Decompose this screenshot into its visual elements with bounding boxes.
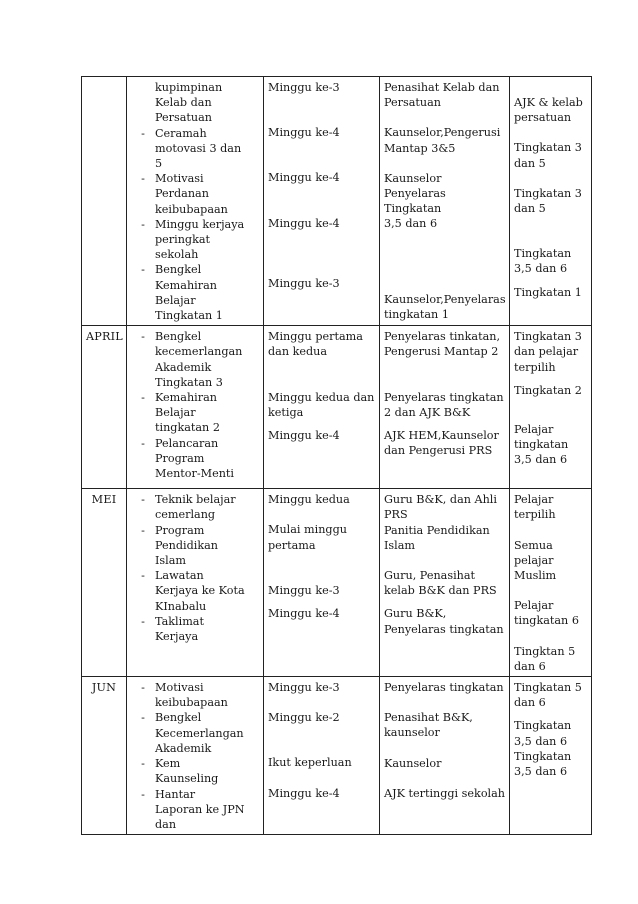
target-entry: Pelajar tingkatan 6 (514, 599, 579, 628)
bullet-dash: - (141, 172, 145, 186)
responsible-entry: Penasihat B&K, kaunselor (384, 711, 473, 740)
activity-item: kupimpinan Kelab dan Persatuan (155, 81, 223, 125)
responsible-entry: Guru, Penasihat kelab B&K dan PRS (384, 569, 497, 598)
table-row (82, 677, 592, 835)
month-cell (82, 77, 127, 326)
responsible-entry: Kaunselor Penyelaras Tingkatan 3,5 dan 6 (384, 171, 446, 231)
target-entry: Tingktan 5 dan 6 (514, 644, 576, 673)
time-entry: Minggu ke-2 (268, 711, 340, 725)
time-cell (264, 677, 380, 835)
activity-item: - Bengkel Kemahiran Belajar Tingkatan 1 (131, 262, 259, 323)
time-cell (264, 77, 380, 326)
target-entry: Semua pelajar Muslim (514, 538, 557, 583)
time-entry: Minggu ke-4 (268, 786, 340, 800)
responsible-cell (380, 489, 510, 677)
responsible-entry: AJK HEM,Kaunselor dan Pengerusi PRS (384, 429, 499, 458)
time-entry: Minggu ke-4 (268, 126, 340, 140)
responsible-entry: Kaunselor,Penyelaras tingkatan 1 (384, 292, 506, 321)
bullet-dash: - (141, 263, 145, 277)
bullet-dash: - (141, 614, 145, 628)
time-cell (264, 326, 380, 489)
activity-item: - Hantar Laporan ke JPN dan (131, 787, 259, 833)
activity-item: - Ceramah motovasi 3 dan 5 (131, 126, 259, 172)
activity-item: - Kem Kaunseling (131, 756, 259, 786)
table-row (82, 77, 592, 326)
time-entry: Minggu kedua (268, 493, 350, 507)
bullet-dash: - (141, 787, 145, 801)
target-cell (510, 677, 592, 835)
bullet-dash: - (141, 217, 145, 231)
activity-item: - Motivasi keibubapaan (131, 680, 259, 710)
target-entry: Tingkatan 2 (514, 383, 582, 397)
target-entry: Pelajar terpilih (514, 493, 556, 522)
responsible-entry: Penyelaras tingkatan (384, 681, 504, 695)
target-entry: Pelajar tingkatan 3,5 dan 6 (514, 423, 569, 467)
bullet-dash: - (141, 569, 145, 583)
target-entry: Tingkatan 3 dan pelajar terpilih (514, 330, 582, 374)
bullet-dash: - (141, 681, 145, 695)
target-entry: Tingkatan 3 dan 5 (514, 141, 582, 170)
responsible-entry: Kaunselor,Pengerusi Mantap 3&5 (384, 126, 501, 155)
time-entry: Mulai minggu pertama (268, 523, 347, 552)
responsible-entry: Panitia Pendidikan Islam (384, 523, 490, 552)
time-entry: Minggu ke-3 (268, 81, 340, 94)
time-entry: Minggu pertama dan kedua (268, 330, 363, 359)
time-entry: Minggu ke-4 (268, 429, 340, 443)
activity-item: - Bengkel Kecemerlangan Akademik (131, 710, 259, 756)
target-cell (510, 77, 592, 326)
time-entry: Minggu ke-4 (268, 171, 340, 185)
table-row (82, 326, 592, 489)
responsible-cell (380, 677, 510, 835)
activity-item: - Motivasi Perdanan keibubapaan (131, 171, 259, 217)
time-entry: Minggu ke-3 (268, 583, 340, 597)
activity-item: - Program Pendidikan Islam (131, 523, 259, 569)
target-entry: Tingkatan 3,5 dan 6 (514, 749, 572, 779)
activity-item: - Teknik belajar cemerlang (131, 492, 259, 522)
time-entry: Minggu ke-4 (268, 216, 340, 230)
activity-cell (127, 326, 264, 489)
activity-item: - Taklimat Kerjaya (131, 614, 259, 644)
target-entry: Tingkatan 1 (514, 285, 582, 299)
target-cell (510, 489, 592, 677)
target-entry: Tingkatan 3,5 dan 6 (514, 719, 572, 748)
bullet-dash: - (141, 711, 145, 725)
target-cell (510, 326, 592, 489)
responsible-entry: Kaunselor (384, 756, 442, 770)
bullet-dash: - (141, 330, 145, 344)
month-cell: MEI (82, 489, 127, 677)
target-entry: Tingkatan 3 dan 5 (514, 186, 582, 216)
responsible-entry: Guru B&K, dan Ahli PRS (384, 493, 497, 522)
target-entry: Tingkatan 3,5 dan 6 (514, 247, 572, 276)
schedule-table (81, 76, 592, 835)
activity-item: - Lawatan Kerjaya ke Kota KInabalu (131, 568, 259, 614)
target-entry: AJK & kelab persatuan (514, 96, 583, 125)
responsible-entry: Penasihat Kelab dan Persatuan (384, 81, 500, 110)
responsible-cell (380, 77, 510, 326)
table-row (82, 489, 592, 677)
target-entry: Tingkatan 5 dan 6 (514, 681, 582, 710)
bullet-dash: - (141, 757, 145, 771)
time-entry: Ikut keperluan (268, 756, 352, 770)
activity-item: - Minggu kerjaya peringkat sekolah (131, 217, 259, 263)
time-entry: Minggu ke-4 (268, 607, 340, 621)
bullet-dash: - (141, 391, 145, 405)
time-entry: Minggu kedua dan ketiga (268, 390, 375, 419)
time-cell (264, 489, 380, 677)
responsible-entry: Guru B&K, Penyelaras tingkatan (384, 607, 504, 636)
activity-item: - Kemahiran Belajar tingkatan 2 (131, 390, 259, 436)
activity-cell (127, 77, 264, 326)
activity-item: - Bengkel kecemerlangan Akademik Tingkatan 3 (131, 329, 259, 390)
activity-cell (127, 677, 264, 835)
activity-cell (127, 489, 264, 677)
month-cell: APRIL (82, 326, 127, 489)
responsible-entry: Penyelaras tinkatan, Pengerusi Mantap 2 (384, 330, 501, 359)
activity-item: - Pelancaran Program Mentor-Menti (131, 436, 259, 482)
bullet-dash: - (141, 493, 145, 507)
responsible-entry: AJK tertinggi sekolah (384, 786, 506, 800)
time-entry: Minggu ke-3 (268, 681, 340, 695)
bullet-dash: - (141, 126, 145, 140)
time-entry: Minggu ke-3 (268, 276, 340, 290)
bullet-dash: - (141, 436, 145, 450)
month-cell: JUN (82, 677, 127, 835)
responsible-cell (380, 326, 510, 489)
responsible-entry: Penyelaras tingkatan 2 dan AJK B&K (384, 390, 504, 419)
bullet-dash: - (141, 523, 145, 537)
